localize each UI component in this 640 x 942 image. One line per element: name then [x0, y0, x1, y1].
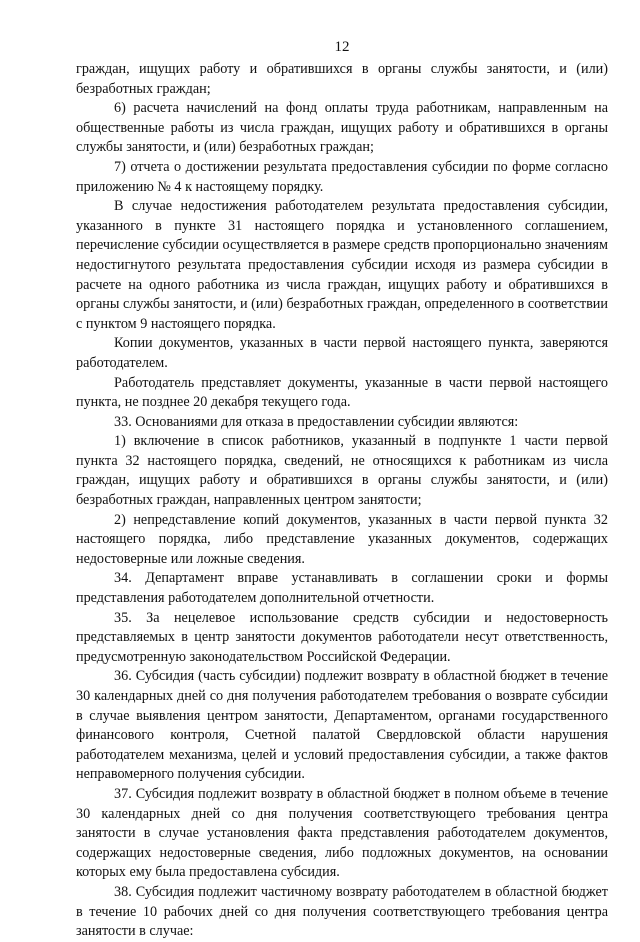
paragraph-34: 34. Департамент вправе устанавливать в соглашении сроки и формы представления работодателем дополнительной отчетности. [76, 570, 608, 607]
paragraph-deadline: Работодатель представляет документы, указанные в части первой настоящего пункта, не позднее 20 декабря текущего года. [76, 374, 608, 411]
paragraph-33-item-1: 1) включение в список работников, указанный в подпункте 1 части первой пункта 32 настоящего порядка, сведений, не относящихся к работникам из числа граждан, ищущих работу и обратившихся в органы службы занятости, и (или) безработных граждан, направленных центром занятости; [76, 433, 608, 509]
paragraph-item-6: 6) расчета начислений на фонд оплаты труда работникам, направленным на общественные работы из числа граждан, ищущих работу и обратившихся в органы службы занятости, и (или) безработных граждан; [76, 100, 608, 156]
paragraph-33-item-2: 2) непредставление копий документов, указанных в части первой пункта 32 настоящего порядка, либо представление указанных документов, содержащих недостоверные или ложные сведения. [76, 511, 608, 567]
paragraph-copies: Копии документов, указанных в части первой настоящего пункта, заверяются работодателем. [76, 335, 608, 371]
paragraph-continuation: граждан, ищущих работу и обратившихся в органы службы занятости, и (или) безработных граждан; [76, 61, 608, 97]
paragraph-33: 33. Основаниями для отказа в предоставлении субсидии являются: [114, 413, 519, 430]
paragraph-35: 35. За нецелевое использование средств субсидии и недостоверность представляемых в центр занятости документов работодатели несут ответственность, предусмотренную законодательством Российской Федерации. [76, 609, 608, 665]
document-page [76, 36, 608, 942]
paragraph-38: 38. Субсидия подлежит частичному возврату работодателем в областной бюджет в течение 10 рабочих дней со дня получения соответствующего требования центра занятости в случае: [76, 883, 608, 940]
paragraph-item-7: 7) отчета о достижении результата предоставления субсидии по форме согласно приложению № 4 к настоящему порядку. [76, 158, 608, 195]
page-number: 12 [334, 39, 350, 55]
paragraph-37: 37. Субсидия подлежит возврату в областной бюджет в полном объеме в течение 30 календарных дней со дня получения соответствующего требования центра занятости в случае установления факта представления работодателем документов, содержащих недостоверные сведения, либо подложных документов, на основании которых ему была предоставлена субсидия. [76, 785, 608, 881]
paragraph-36: 36. Субсидия (часть субсидии) подлежит возврату в областной бюджет в течение 30 календарных дней со дня получения работодателем требования о возврате субсидии в случае выявления центром занятости, Департаментом, органами государственного финансового контроля, Счетной палатой Свердловской области нарушения работодателем механизма, целей и условий предоставления субсидии, а также фактов неправомерного получения субсидии. [76, 668, 608, 783]
paragraph-non-achievement: В случае недостижения работодателем результата предоставления субсидии, указанного в пункте 31 настоящего порядка и установленного соглашением, перечисление субсидии осуществляется в размере средств пропорционально значениям недостигнутого результата предоставления субсидии исходя из размера субсидии в расчете на одного работника из числа граждан, ищущих работу и обратившихся в органы службы занятости, и (или) безработных граждан, определенного в соответствии с пунктом 9 настоящего порядка. [76, 198, 608, 332]
